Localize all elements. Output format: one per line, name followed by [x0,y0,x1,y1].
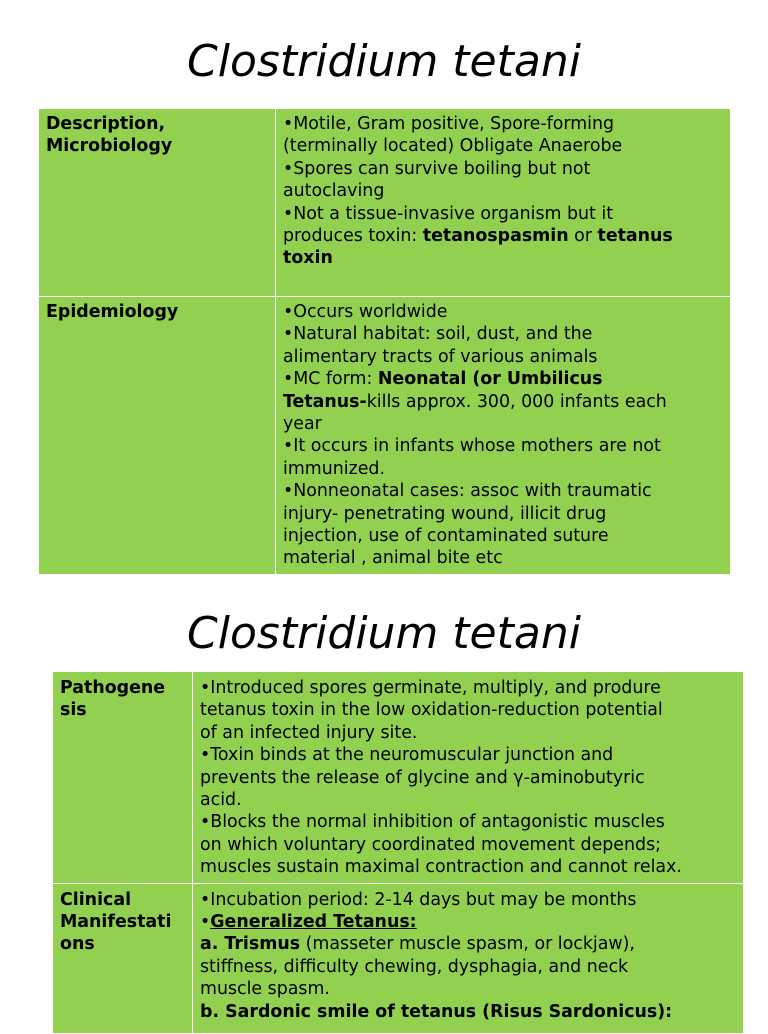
content-line [283,113,723,135]
row-label-line: Epidemiology [46,302,179,322]
table-row-epidemiology [39,297,731,575]
bold-text-run: tetanus [597,226,673,247]
text-run: material , animal bite etc [283,548,503,569]
text-run: year [283,414,322,435]
text-run: •It occurs in infants whose mothers are not [283,436,661,457]
text-run: of an infected injury site. [200,722,418,743]
content-line [200,722,736,744]
row-label-clinical-manifestations [53,883,193,1033]
row-label-line: Manifestati [60,912,172,933]
content-line [283,323,723,345]
content-line [283,547,723,569]
content-line [283,503,723,525]
content-line [200,677,736,699]
text-run: •MC form: [283,369,378,390]
text-run: •Introduced spores germinate, multiply, and produre [200,678,661,698]
text-run: prevents the release of glycine and γ-aminobutyric [200,767,645,788]
content-line [200,978,736,1000]
text-run: muscles sustain maximal contraction and cannot relax. [200,857,682,878]
info-table-2 [52,671,744,1034]
row-label-line: sis [60,700,87,721]
text-run: injury- penetrating wound, illicit drug [283,503,607,524]
text-run: •Incubation period: 2-14 days but may be months [200,889,637,910]
row-content-pathogenesis [193,672,744,884]
text-run: autoclaving [283,181,385,202]
text-run: or [568,226,598,247]
row-content-epidemiology [276,297,731,575]
row-label-line: Description, [46,114,166,134]
content-line [283,413,723,435]
info-table-1 [38,108,731,575]
content-line [283,346,723,368]
text-run: stiffness, difficulty chewing, dysphagia, and neck [200,956,629,977]
text-run: immunized. [283,458,385,479]
bold-text-run: a. Trismus [200,934,301,955]
text-run: •Not a tissue-invasive organism but it [283,203,614,224]
content-line [200,956,736,978]
text-run: produces toxin: [283,226,423,247]
content-line [283,247,723,269]
content-line [200,834,736,856]
text-run: • [200,912,211,933]
text-run: (terminally located) Obligate Anaerobe [283,136,623,157]
row-label-description [39,109,276,297]
text-run: •Motile, Gram positive, Spore-forming [283,114,615,134]
bold-text-run: tetanospasmin [422,226,569,247]
text-run: on which voluntary coordinated movement depends; [200,834,661,855]
content-line [200,1001,736,1023]
content-line [200,744,736,766]
content-line [283,203,723,225]
content-line [200,811,736,833]
row-content-clinical-manifestations [193,883,744,1033]
content-line [200,889,736,911]
slide-title-1: Clostridium tetani [187,36,581,87]
text-run: •Natural habitat: soil, dust, and the [283,324,593,345]
content-line [283,301,723,323]
row-label-line: Microbiology [46,136,173,157]
text-run: •Toxin binds at the neuromuscular junction and [200,745,614,766]
content-line [283,180,723,202]
text-run: injection, use of contaminated suture [283,526,609,547]
bold-text-run: Neonatal (or Umbilicus [377,369,603,390]
row-content-description [276,109,731,297]
text-run: alimentary tracts of various animals [283,346,598,367]
text-run: kills approx. 300, 000 infants each [366,391,667,412]
content-line [283,368,723,390]
content-line [200,856,736,878]
row-label-line: Clinical [60,889,132,910]
table-row-pathogenesis [53,672,744,884]
table-row-clinical-manifestations [53,883,744,1033]
content-line [200,767,736,789]
content-line [283,480,723,502]
content-line [200,933,736,955]
content-line [200,699,736,721]
content-line [283,435,723,457]
bold-text-run: b. Sardonic smile of tetanus (Risus Sardonicus): [200,1001,673,1022]
text-run: acid. [200,790,242,811]
bold-text-run: Tetanus- [283,391,367,412]
text-run: tetanus toxin in the low oxidation-reduction potential [200,700,663,721]
text-run: •Nonneonatal cases: assoc with traumatic [283,481,652,502]
content-line [283,135,723,157]
content-line [200,911,736,933]
content-line [283,158,723,180]
text-run: muscle spasm. [200,979,330,1000]
content-line [200,789,736,811]
content-line [283,391,723,413]
table-row-description [39,109,731,297]
row-label-line: Pathogene [60,678,166,698]
text-run: •Blocks the normal inhibition of antagonistic muscles [200,812,665,833]
row-label-epidemiology [39,297,276,575]
row-label-pathogenesis [53,672,193,884]
row-label-line: ons [60,934,95,955]
bold-text-run: Generalized Tetanus: [210,912,417,933]
content-line [283,225,723,247]
content-line [283,458,723,480]
text-run: (masseter muscle spasm, or lockjaw), [300,934,635,955]
content-line [283,525,723,547]
slide-title-2: Clostridium tetani [187,608,581,659]
bold-text-run: toxin [283,248,333,269]
text-run: •Occurs worldwide [283,302,448,322]
text-run: •Spores can survive boiling but not [283,158,591,179]
